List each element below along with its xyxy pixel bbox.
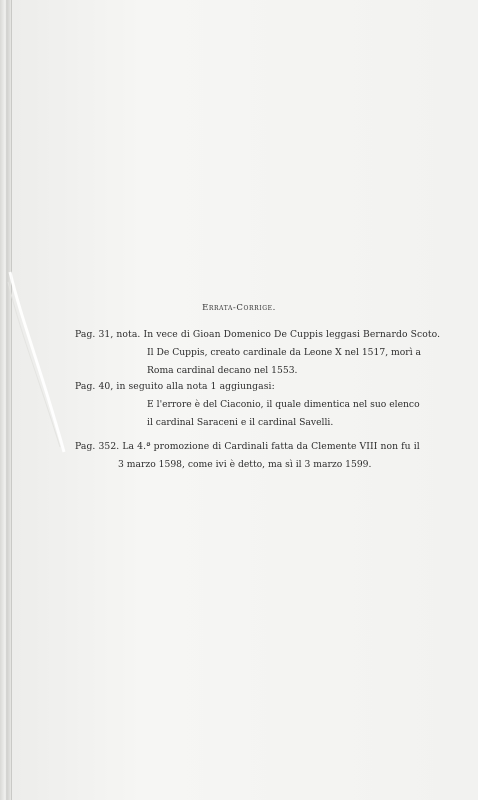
errata-entry-2-line-2: E l'errore è del Ciaconio, il quale dimentica nel suo elenco [147, 399, 420, 410]
errata-entry-1 [75, 326, 440, 380]
errata-entry-3-line-2: 3 marzo 1598, come ivi è detto, ma sì il 3 marzo 1599. [118, 459, 372, 470]
errata-entry-1-line-3: Roma cardinal decano nel 1553. [147, 365, 298, 376]
errata-entry-3-line-1: Pag. 352. La 4.ª promozione di Cardinali fatta da Clemente VIII non fu il [75, 441, 420, 452]
errata-entry-2 [75, 378, 420, 432]
binding-thread [2, 262, 72, 462]
errata-entry-3 [75, 438, 420, 474]
errata-entry-1-line-1: Pag. 31, nota. In vece di Gioan Domenico De Cuppis leggasi Bernardo Scoto. [75, 329, 441, 340]
errata-entry-2-line-1: Pag. 40, in seguito alla nota 1 aggiungasi: [75, 381, 275, 392]
errata-entry-2-line-3: il cardinal Saraceni e il cardinal Savelli. [147, 417, 334, 428]
errata-title: Errata-Corrige. [202, 303, 276, 313]
errata-entry-1-line-2: Il De Cuppis, creato cardinale da Leone X nel 1517, morì a [147, 347, 422, 358]
